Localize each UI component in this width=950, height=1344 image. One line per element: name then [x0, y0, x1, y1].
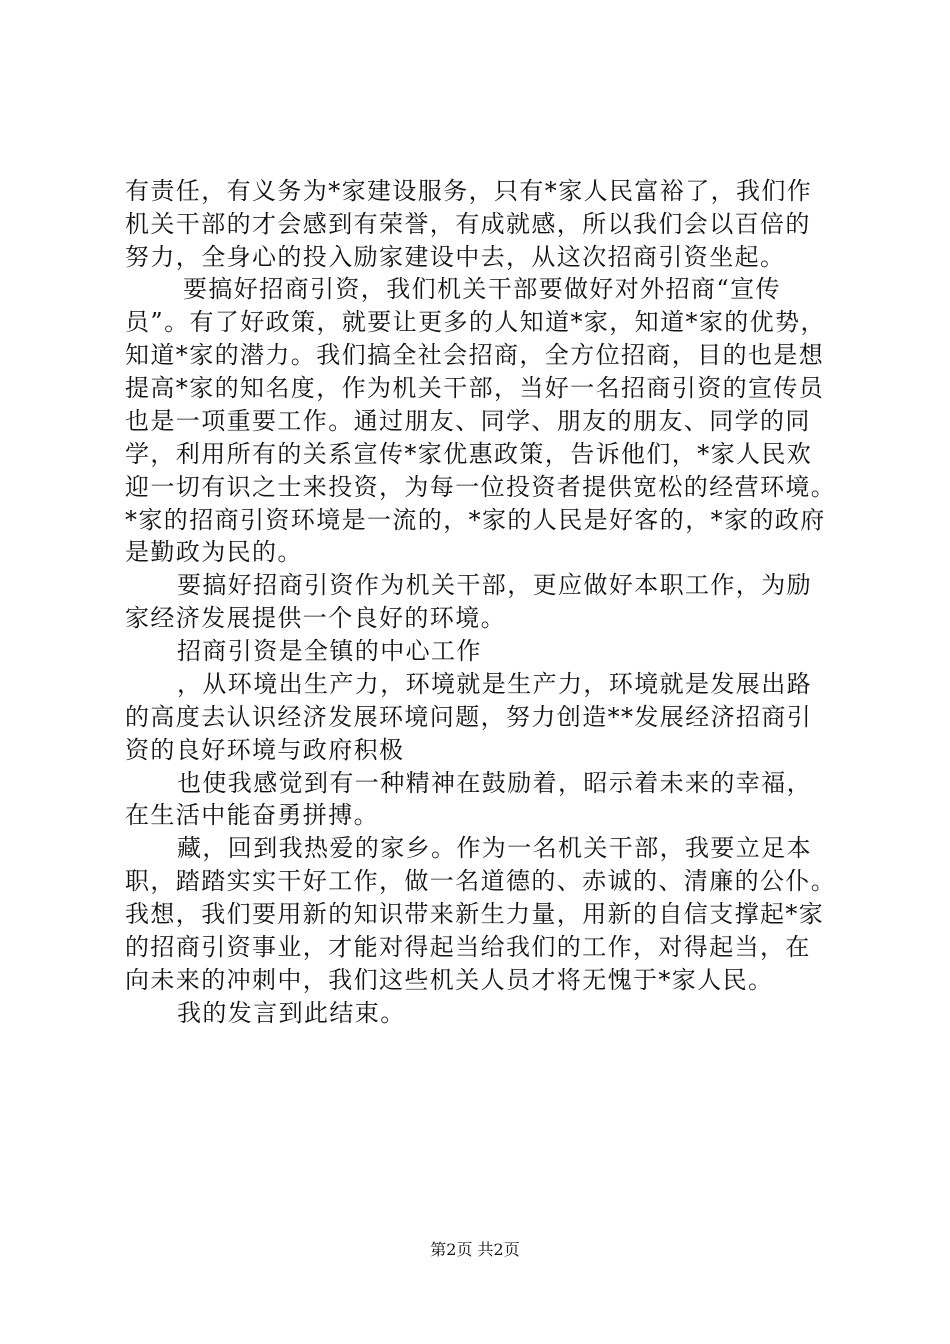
- text-line: 迎一切有识之士来投资，为每一位投资者提供宽松的经营环境。: [125, 473, 837, 501]
- page-number-footer: 第2页 共2页: [430, 1240, 520, 1259]
- text-line: ，从环境出生产力，环境就是生产力，环境就是发展出路: [177, 670, 812, 698]
- text-line: 资的良好环境与政府积极: [125, 736, 405, 764]
- text-line: 知道*家的潜力。我们搞全社会招商，全方位招商，目的也是想: [125, 341, 825, 369]
- text-line: 是勤政为民的。: [125, 538, 303, 566]
- text-line: 家经济发展提供一个良好的环境。: [125, 604, 506, 632]
- text-line: 提高*家的知名度，作为机关干部，当好一名招商引资的宣传员: [125, 374, 825, 402]
- text-line: *家的招商引资环境是一流的，*家的人民是好客的，*家的政府: [125, 506, 826, 534]
- text-line: 向未来的冲刺中，我们这些机关人员才将无愧于*家人民。: [125, 966, 774, 994]
- text-line: 藏，回到我热爱的家乡。作为一名机关干部，我要立足本: [177, 834, 812, 862]
- text-line: 的招商引资事业，才能对得起当给我们的工作，对得起当，在: [125, 933, 811, 961]
- text-line: 也是一项重要工作。通过朋友、同学、朋友的朋友、同学的同: [125, 407, 811, 435]
- text-line: 职，踏踏实实干好工作，做一名道德的、赤诚的、清廉的公仆。: [125, 867, 837, 895]
- text-line: 有责任，有义务为*家建设服务，只有*家人民富裕了，我们作: [125, 177, 813, 205]
- text-line: 招商引资是全镇的中心工作: [177, 637, 482, 665]
- text-line: 也使我感觉到有一种精神在鼓励着，昭示着未来的幸福，: [177, 769, 812, 797]
- text-line: 的高度去认识经济发展环境问题，努力创造**发展经济招商引: [125, 703, 813, 731]
- text-line: 要搞好招商引资作为机关干部，更应做好本职工作，为励: [177, 571, 812, 599]
- text-line: 学，利用所有的关系宣传*家优惠政策，告诉他们，*家人民欢: [125, 440, 813, 468]
- text-line: 在生活中能奋勇拼搏。: [125, 801, 379, 829]
- text-line: 我想，我们要用新的知识带来新生力量，用新的自信支撑起*家: [125, 900, 825, 928]
- text-line: 要搞好招商引资，我们机关干部要做好对外招商“宣传: [183, 275, 781, 303]
- text-line: 我的发言到此结束。: [177, 999, 406, 1027]
- text-line: 努力，全身心的投入励家建设中去，从这次招商引资坐起。: [125, 243, 786, 271]
- text-line: 机关干部的才会感到有荣誉，有成就感，所以我们会以百倍的: [125, 210, 811, 238]
- text-line: 员”。有了好政策，就要让更多的人知道*家，知道*家的优势，: [125, 308, 826, 336]
